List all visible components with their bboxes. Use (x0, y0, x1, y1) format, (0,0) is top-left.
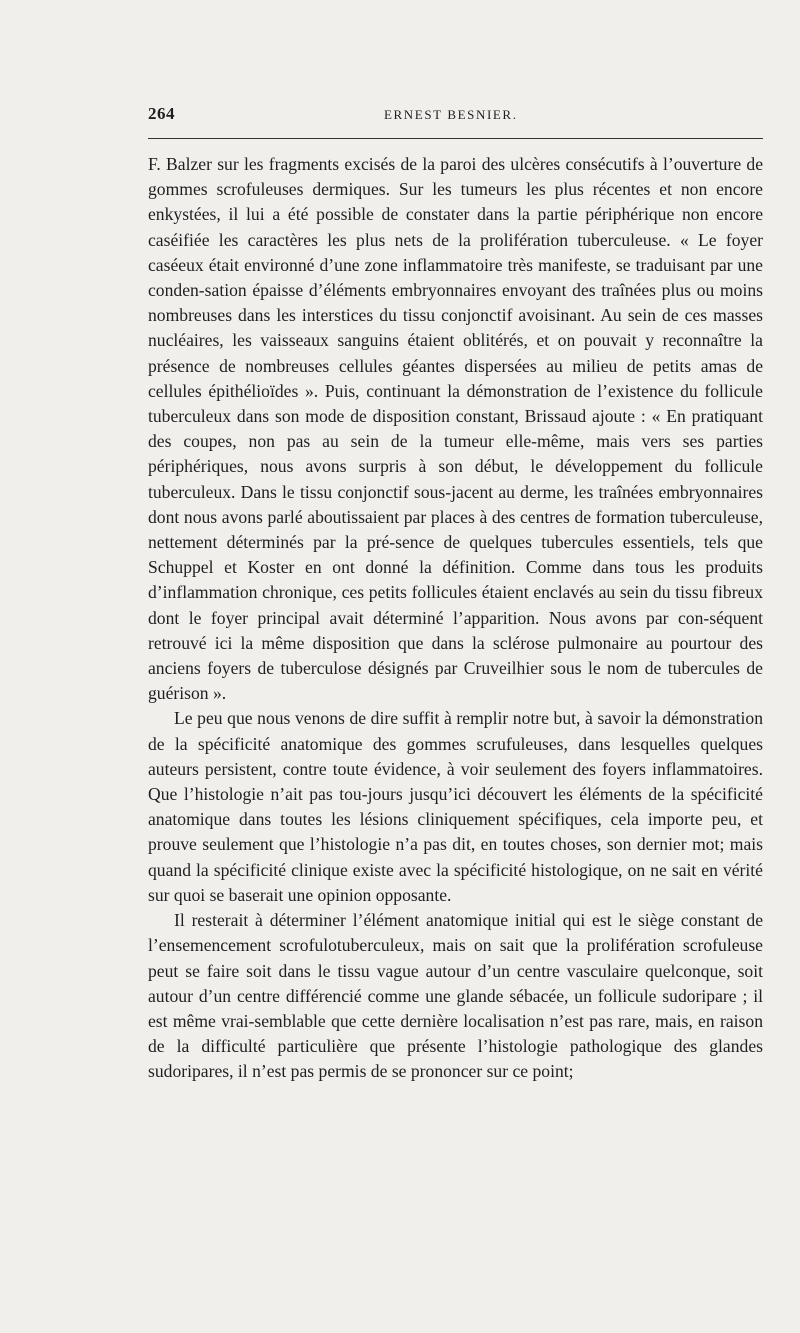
page-header (148, 104, 763, 126)
body-text (148, 152, 763, 1085)
paragraph: F. Balzer sur les fragments excisés de la paroi des ulcères consécutifs à l’ouverture de gommes scrofuleuses dermiques. Sur les tumeurs les plus récentes et non encore enkystées, il lui a été possible de constater dans la partie périphérique non encore caséifiée les caractères les plus nets de la prolifération tuberculeuse. « Le foyer caséeux était environné d’une zone inflammatoire très manifeste, se traduisant par une conden-sation épaisse d’éléments embryonnaires envoyant des traînées plus ou moins nombreuses dans les interstices du tissu conjonctif avoisinant. Au sein de ces masses nucléaires, les vaisseaux sanguins étaient oblitérés, et on pouvait y reconnaître la présence de nombreuses cellules géantes dispersées au milieu de petits amas de cellules épithélioïdes ». Puis, continuant la démonstration de l’existence du follicule tuberculeux dans son mode de disposition constant, Brissaud ajoute : « En pratiquant des coupes, non pas au sein de la tumeur elle-même, mais vers ses parties périphériques, nous avons surpris à son début, le développement du follicule tuberculeux. Dans le tissu conjonctif sous-jacent au derme, les traînées embryonnaires dont nous avons parlé aboutissaient par places à des centres de formation tuberculeuse, nettement déterminés par la pré-sence de quelques tubercules essentiels, tels que Schuppel et Koster en ont donné la définition. Comme dans tous les produits d’inflammation chronique, ces petits follicules étaient enclavés au sein du tissu fibreux dont le foyer principal avait déterminé l’apparition. Nous avons par con-séquent retrouvé ici la même disposition que dans la sclérose pulmonaire au pourtour des anciens foyers de tuberculose désignés par Cruveilhier sous le nom de tubercules de guérison ». (148, 154, 763, 704)
paragraph: Il resterait à déterminer l’élément anatomique initial qui est le siège constant de l’ensemencement scrofulotuberculeux, mais on sait que la prolifération scrofuleuse peut se faire soit dans le tissu vague autour d’un centre vasculaire quelconque, soit autour d’un centre différencié comme une glande sébacée, un follicule sudoripare ; il est même vrai-semblable que cette dernière localisation n’est pas rare, mais, en raison de la difficulté particulière que présente l’histologie pathologique des glandes sudoripares, il n’est pas permis de se prononcer sur ce point; (148, 910, 763, 1082)
paragraph: Le peu que nous venons de dire suffit à remplir notre but, à savoir la démonstration de la spécificité anatomique des gommes scrufuleuses, dans lesquelles quelques auteurs persistent, contre toute évidence, à voir seulement des foyers inflammatoires. Que l’histologie n’ait pas tou-jours jusqu’ici découvert les éléments de la spécificité anatomique dans toutes les lésions cliniquement spécifiques, cela importe peu, et prouve seulement que l’histologie n’a pas dit, en toutes choses, son dernier mot; mais quand la spécificité clinique existe avec la spécificité histologique, on ne sait en vérité sur quoi se baserait une opinion opposante. (148, 708, 763, 905)
page-number: 264 (148, 104, 175, 123)
header-rule (148, 138, 763, 139)
running-head: ERNEST BESNIER. (384, 107, 518, 122)
